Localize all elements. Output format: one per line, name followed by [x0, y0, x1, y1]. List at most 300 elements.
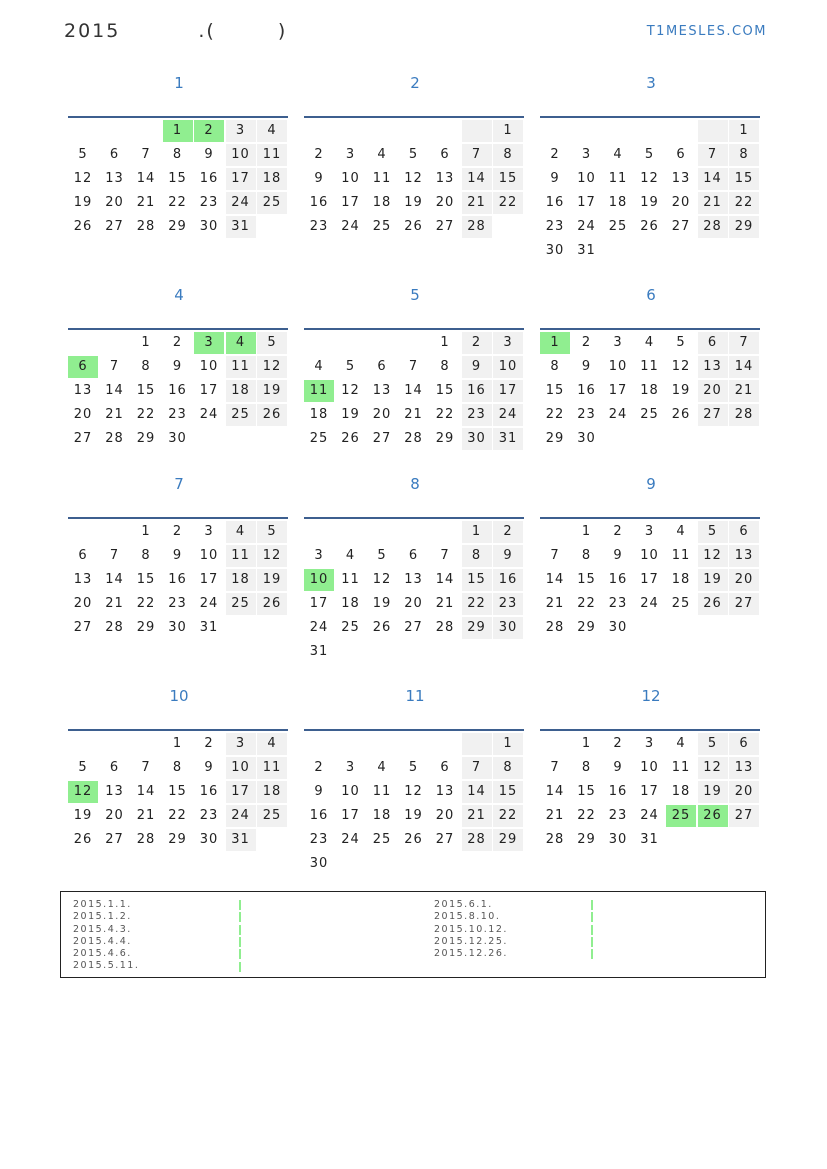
day-cell[interactable]: 15 [435, 383, 455, 398]
day-cell[interactable]: 8 [550, 359, 560, 374]
day-cell[interactable]: 24 [608, 407, 628, 422]
day-cell[interactable]: 23 [608, 808, 628, 823]
day-cell[interactable]: 9 [172, 359, 183, 374]
day-cell[interactable]: 5 [345, 359, 356, 374]
day-cell[interactable]: 14 [729, 356, 759, 378]
day-cell[interactable]: 28 [404, 431, 423, 446]
day-cell[interactable]: 11 [671, 548, 691, 563]
day-cell[interactable]: 8 [462, 545, 492, 567]
day-cell[interactable]: 29 [168, 219, 187, 234]
day-cell[interactable]: 11 [608, 171, 628, 186]
day-cell[interactable]: 23 [168, 407, 187, 422]
day-cell[interactable]: 17 [577, 195, 596, 210]
day-cell[interactable]: 8 [172, 760, 183, 775]
day-cell[interactable]: 5 [408, 147, 419, 162]
day-cell[interactable]: 26 [404, 219, 423, 234]
day-cell[interactable]: 15 [577, 784, 596, 799]
day-cell[interactable]: 1 [440, 335, 450, 350]
day-cell[interactable]: 1 [581, 736, 592, 751]
day-cell[interactable]: 22 [168, 808, 187, 823]
day-cell[interactable]: 22 [136, 407, 156, 422]
day-cell[interactable]: 27 [435, 832, 455, 847]
day-cell[interactable]: 16 [545, 195, 565, 210]
day-cell[interactable]: 22 [493, 805, 523, 827]
day-cell[interactable]: 29 [462, 617, 492, 639]
day-cell[interactable]: 26 [257, 593, 287, 615]
day-cell[interactable]: 9 [314, 171, 324, 186]
day-cell[interactable]: 24 [640, 808, 659, 823]
day-cell[interactable]: 18 [640, 383, 659, 398]
day-cell[interactable]: 16 [168, 383, 187, 398]
day-cell[interactable]: 2 [314, 147, 324, 162]
day-cell[interactable]: 9 [172, 548, 183, 563]
day-cell[interactable]: 30 [199, 219, 219, 234]
day-cell[interactable]: 18 [608, 195, 628, 210]
day-cell[interactable]: 7 [109, 359, 120, 374]
day-cell[interactable]: 6 [109, 760, 120, 775]
day-cell[interactable]: 4 [257, 120, 287, 142]
day-cell[interactable]: 17 [341, 195, 360, 210]
day-cell[interactable]: 12 [257, 545, 287, 567]
day-cell[interactable]: 24 [226, 192, 256, 214]
day-cell[interactable]: 31 [640, 832, 659, 847]
day-cell[interactable]: 19 [640, 195, 659, 210]
day-cell[interactable]: 12 [404, 784, 423, 799]
day-cell[interactable]: 4 [257, 733, 287, 755]
day-cell[interactable]: 10 [341, 171, 360, 186]
day-cell[interactable]: 14 [545, 784, 565, 799]
day-cell[interactable]: 13 [729, 545, 759, 567]
day-cell[interactable]: 23 [545, 219, 565, 234]
day-cell[interactable]: 7 [550, 548, 560, 563]
day-cell[interactable]: 22 [462, 593, 492, 615]
day-cell[interactable]: 7 [462, 757, 492, 779]
day-cell[interactable]: 12 [372, 572, 392, 587]
day-cell[interactable]: 28 [545, 832, 565, 847]
day-cell[interactable]: 26 [698, 593, 728, 615]
day-cell[interactable]: 7 [141, 760, 151, 775]
day-cell[interactable]: 6 [676, 147, 686, 162]
day-cell[interactable]: 8 [581, 760, 592, 775]
day-cell[interactable]: 15 [168, 171, 187, 186]
day-cell[interactable]: 21 [435, 596, 455, 611]
day-cell[interactable]: 21 [462, 805, 492, 827]
day-cell[interactable]: 1 [493, 733, 523, 755]
day-cell[interactable]: 10 [577, 171, 596, 186]
day-cell[interactable]: 25 [226, 593, 256, 615]
day-cell[interactable]: 25 [671, 596, 691, 611]
day-cell[interactable]: 8 [493, 757, 523, 779]
day-cell[interactable]: 14 [136, 784, 156, 799]
day-cell[interactable]: 8 [141, 359, 151, 374]
day-cell[interactable]: 10 [199, 359, 219, 374]
day-cell[interactable]: 12 [671, 359, 691, 374]
day-cell[interactable]: 5 [257, 332, 287, 354]
day-cell[interactable]: 15 [545, 383, 565, 398]
day-cell[interactable]: 19 [404, 195, 423, 210]
day-cell[interactable]: 20 [372, 407, 392, 422]
day-cell[interactable]: 6 [698, 332, 728, 354]
day-cell[interactable]: 8 [141, 548, 151, 563]
day-cell[interactable]: 27 [372, 431, 392, 446]
day-cell[interactable]: 9 [613, 760, 623, 775]
day-cell[interactable]: 17 [341, 808, 360, 823]
day-cell[interactable]: 26 [404, 832, 423, 847]
day-cell[interactable]: 11 [640, 359, 659, 374]
day-cell[interactable]: 4 [377, 147, 387, 162]
day-cell[interactable]: 7 [440, 548, 450, 563]
day-cell[interactable]: 21 [136, 195, 156, 210]
day-cell[interactable]: 5 [698, 733, 728, 755]
day-cell[interactable]: 16 [608, 572, 628, 587]
day-cell[interactable]: 12 [68, 781, 98, 803]
day-cell[interactable]: 26 [698, 805, 728, 827]
day-cell[interactable]: 19 [404, 808, 423, 823]
day-cell[interactable]: 26 [671, 407, 691, 422]
day-cell[interactable]: 16 [608, 784, 628, 799]
day-cell[interactable]: 30 [168, 431, 187, 446]
day-cell[interactable]: 22 [545, 407, 565, 422]
day-cell[interactable]: 30 [577, 431, 596, 446]
day-cell[interactable]: 9 [493, 545, 523, 567]
day-cell[interactable]: 16 [493, 569, 523, 591]
day-cell[interactable]: 20 [729, 569, 759, 591]
day-cell[interactable]: 20 [105, 195, 124, 210]
day-cell[interactable]: 7 [550, 760, 560, 775]
day-cell[interactable]: 27 [729, 805, 759, 827]
day-cell[interactable]: 3 [314, 548, 324, 563]
day-cell[interactable]: 24 [341, 832, 360, 847]
day-cell[interactable]: 21 [105, 596, 124, 611]
day-cell[interactable]: 31 [199, 620, 219, 635]
day-cell[interactable]: 11 [257, 144, 287, 166]
day-cell[interactable]: 22 [435, 407, 455, 422]
day-cell[interactable]: 24 [640, 596, 659, 611]
day-cell[interactable]: 13 [435, 171, 455, 186]
day-cell[interactable]: 6 [377, 359, 387, 374]
day-cell[interactable]: 7 [408, 359, 419, 374]
day-cell[interactable]: 2 [172, 335, 183, 350]
day-cell[interactable]: 28 [435, 620, 455, 635]
day-cell[interactable]: 24 [577, 219, 596, 234]
day-cell[interactable]: 28 [545, 620, 565, 635]
day-cell[interactable]: 21 [136, 808, 156, 823]
day-cell[interactable]: 25 [226, 404, 256, 426]
day-cell[interactable]: 27 [671, 219, 691, 234]
day-cell[interactable]: 11 [226, 356, 256, 378]
day-cell[interactable]: 29 [136, 431, 156, 446]
day-cell[interactable]: 20 [73, 596, 93, 611]
day-cell[interactable]: 12 [698, 545, 728, 567]
day-cell[interactable]: 20 [105, 808, 124, 823]
day-cell[interactable]: 9 [462, 356, 492, 378]
day-cell[interactable]: 23 [577, 407, 596, 422]
day-cell[interactable]: 4 [226, 332, 256, 354]
day-cell[interactable]: 18 [372, 195, 392, 210]
day-cell[interactable]: 18 [257, 781, 287, 803]
day-cell[interactable]: 6 [440, 760, 450, 775]
day-cell[interactable]: 1 [729, 120, 759, 142]
day-cell[interactable]: 7 [729, 332, 759, 354]
day-cell[interactable]: 2 [613, 524, 623, 539]
day-cell[interactable]: 27 [698, 404, 728, 426]
day-cell[interactable]: 15 [136, 383, 156, 398]
day-cell[interactable]: 27 [105, 219, 124, 234]
day-cell[interactable]: 17 [199, 383, 219, 398]
day-cell[interactable]: 5 [78, 760, 88, 775]
day-cell[interactable]: 16 [462, 380, 492, 402]
day-cell[interactable]: 13 [729, 757, 759, 779]
day-cell[interactable]: 4 [345, 548, 356, 563]
day-cell[interactable]: 8 [440, 359, 450, 374]
day-cell[interactable]: 5 [676, 335, 686, 350]
day-cell[interactable]: 26 [73, 832, 93, 847]
day-cell[interactable]: 2 [314, 760, 324, 775]
day-cell[interactable]: 9 [204, 147, 214, 162]
day-cell[interactable]: 25 [257, 192, 287, 214]
day-cell[interactable]: 24 [199, 407, 219, 422]
day-cell[interactable]: 21 [698, 192, 728, 214]
day-cell[interactable]: 10 [640, 548, 659, 563]
day-cell[interactable]: 12 [341, 383, 360, 398]
day-cell[interactable]: 18 [671, 572, 691, 587]
day-cell[interactable]: 19 [73, 808, 93, 823]
day-cell[interactable]: 29 [136, 620, 156, 635]
day-cell[interactable]: 25 [640, 407, 659, 422]
day-cell[interactable]: 29 [545, 431, 565, 446]
day-cell[interactable]: 31 [577, 243, 596, 258]
day-cell[interactable]: 24 [493, 404, 523, 426]
day-cell[interactable]: 25 [372, 219, 392, 234]
day-cell[interactable]: 2 [493, 521, 523, 543]
day-cell[interactable]: 20 [435, 808, 455, 823]
day-cell[interactable]: 6 [109, 147, 120, 162]
day-cell[interactable]: 22 [493, 192, 523, 214]
day-cell[interactable]: 1 [493, 120, 523, 142]
day-cell[interactable]: 25 [666, 805, 696, 827]
day-cell[interactable]: 5 [644, 147, 655, 162]
day-cell[interactable]: 3 [194, 332, 224, 354]
day-cell[interactable]: 5 [408, 760, 419, 775]
day-cell[interactable]: 25 [309, 431, 329, 446]
day-cell[interactable]: 27 [105, 832, 124, 847]
day-cell[interactable]: 6 [78, 548, 88, 563]
day-cell[interactable]: 20 [73, 407, 93, 422]
day-cell[interactable]: 6 [68, 356, 98, 378]
day-cell[interactable]: 19 [698, 781, 728, 803]
day-cell[interactable]: 15 [136, 572, 156, 587]
day-cell[interactable]: 19 [257, 569, 287, 591]
day-cell[interactable]: 17 [608, 383, 628, 398]
day-cell[interactable]: 3 [493, 332, 523, 354]
day-cell[interactable]: 18 [671, 784, 691, 799]
day-cell[interactable]: 1 [172, 736, 183, 751]
day-cell[interactable]: 20 [671, 195, 691, 210]
day-cell[interactable]: 23 [309, 219, 329, 234]
day-cell[interactable]: 13 [435, 784, 455, 799]
day-cell[interactable]: 29 [168, 832, 187, 847]
day-cell[interactable]: 26 [73, 219, 93, 234]
day-cell[interactable]: 16 [577, 383, 596, 398]
day-cell[interactable]: 26 [341, 431, 360, 446]
day-cell[interactable]: 4 [226, 521, 256, 543]
day-cell[interactable]: 23 [168, 596, 187, 611]
day-cell[interactable]: 10 [199, 548, 219, 563]
day-cell[interactable]: 2 [172, 524, 183, 539]
day-cell[interactable]: 24 [199, 596, 219, 611]
day-cell[interactable]: 20 [729, 781, 759, 803]
day-cell[interactable]: 30 [608, 832, 628, 847]
day-cell[interactable]: 12 [404, 171, 423, 186]
day-cell[interactable]: 15 [729, 168, 759, 190]
day-cell[interactable]: 15 [493, 168, 523, 190]
day-cell[interactable]: 12 [257, 356, 287, 378]
day-cell[interactable]: 27 [404, 620, 423, 635]
day-cell[interactable]: 9 [550, 171, 560, 186]
day-cell[interactable]: 21 [729, 380, 759, 402]
day-cell[interactable]: 2 [581, 335, 592, 350]
day-cell[interactable]: 23 [199, 195, 219, 210]
day-cell[interactable]: 22 [577, 596, 596, 611]
day-cell[interactable]: 30 [545, 243, 565, 258]
day-cell[interactable]: 24 [226, 805, 256, 827]
day-cell[interactable]: 11 [304, 380, 334, 402]
day-cell[interactable]: 29 [729, 216, 759, 238]
day-cell[interactable]: 21 [545, 596, 565, 611]
day-cell[interactable]: 10 [226, 757, 256, 779]
day-cell[interactable]: 27 [73, 431, 93, 446]
day-cell[interactable]: 20 [404, 596, 423, 611]
day-cell[interactable]: 2 [462, 332, 492, 354]
day-cell[interactable]: 11 [372, 784, 392, 799]
day-cell[interactable]: 25 [372, 832, 392, 847]
day-cell[interactable]: 19 [341, 407, 360, 422]
day-cell[interactable]: 22 [136, 596, 156, 611]
day-cell[interactable]: 18 [226, 380, 256, 402]
day-cell[interactable]: 9 [613, 548, 623, 563]
day-cell[interactable]: 6 [440, 147, 450, 162]
day-cell[interactable]: 1 [163, 120, 193, 142]
day-cell[interactable]: 14 [462, 781, 492, 803]
day-cell[interactable]: 31 [309, 644, 329, 659]
day-cell[interactable]: 29 [577, 832, 596, 847]
day-cell[interactable]: 26 [372, 620, 392, 635]
day-cell[interactable]: 15 [462, 569, 492, 591]
day-cell[interactable]: 10 [493, 356, 523, 378]
day-cell[interactable]: 3 [226, 120, 256, 142]
day-cell[interactable]: 13 [372, 383, 392, 398]
day-cell[interactable]: 4 [676, 524, 686, 539]
day-cell[interactable]: 3 [644, 524, 655, 539]
day-cell[interactable]: 4 [314, 359, 324, 374]
day-cell[interactable]: 7 [462, 144, 492, 166]
day-cell[interactable]: 17 [493, 380, 523, 402]
day-cell[interactable]: 30 [199, 832, 219, 847]
day-cell[interactable]: 14 [105, 383, 124, 398]
day-cell[interactable]: 13 [73, 383, 93, 398]
day-cell[interactable]: 24 [341, 219, 360, 234]
day-cell[interactable]: 30 [168, 620, 187, 635]
day-cell[interactable]: 11 [341, 572, 360, 587]
day-cell[interactable]: 19 [671, 383, 691, 398]
day-cell[interactable]: 13 [105, 171, 124, 186]
day-cell[interactable]: 14 [136, 171, 156, 186]
day-cell[interactable]: 24 [309, 620, 329, 635]
day-cell[interactable]: 30 [462, 428, 492, 450]
day-cell[interactable]: 28 [698, 216, 728, 238]
day-cell[interactable]: 9 [204, 760, 214, 775]
day-cell[interactable]: 6 [408, 548, 419, 563]
day-cell[interactable]: 20 [698, 380, 728, 402]
day-cell[interactable]: 17 [309, 596, 329, 611]
day-cell[interactable]: 17 [640, 572, 659, 587]
day-cell[interactable]: 13 [105, 784, 124, 799]
day-cell[interactable]: 5 [78, 147, 88, 162]
day-cell[interactable]: 29 [435, 431, 455, 446]
day-cell[interactable]: 1 [141, 335, 151, 350]
day-cell[interactable]: 23 [462, 404, 492, 426]
day-cell[interactable]: 17 [199, 572, 219, 587]
day-cell[interactable]: 18 [372, 808, 392, 823]
day-cell[interactable]: 18 [341, 596, 360, 611]
day-cell[interactable]: 16 [309, 808, 329, 823]
day-cell[interactable]: 4 [613, 147, 623, 162]
day-cell[interactable]: 11 [257, 757, 287, 779]
day-cell[interactable]: 20 [435, 195, 455, 210]
day-cell[interactable]: 23 [608, 596, 628, 611]
day-cell[interactable]: 14 [404, 383, 423, 398]
day-cell[interactable]: 18 [257, 168, 287, 190]
day-cell[interactable]: 17 [640, 784, 659, 799]
day-cell[interactable]: 19 [73, 195, 93, 210]
brand-logo[interactable]: T1MESLES.COM [646, 24, 767, 39]
day-cell[interactable]: 16 [168, 572, 187, 587]
day-cell[interactable]: 12 [73, 171, 93, 186]
day-cell[interactable]: 14 [545, 572, 565, 587]
day-cell[interactable]: 12 [698, 757, 728, 779]
day-cell[interactable]: 28 [105, 431, 124, 446]
day-cell[interactable]: 17 [226, 781, 256, 803]
day-cell[interactable]: 31 [226, 829, 256, 851]
day-cell[interactable]: 11 [372, 171, 392, 186]
day-cell[interactable]: 23 [199, 808, 219, 823]
day-cell[interactable]: 17 [226, 168, 256, 190]
day-cell[interactable]: 1 [581, 524, 592, 539]
day-cell[interactable]: 3 [613, 335, 623, 350]
day-cell[interactable]: 3 [644, 736, 655, 751]
day-cell[interactable]: 16 [199, 784, 219, 799]
day-cell[interactable]: 31 [226, 216, 256, 238]
day-cell[interactable]: 26 [257, 404, 287, 426]
day-cell[interactable]: 22 [729, 192, 759, 214]
day-cell[interactable]: 30 [309, 856, 329, 871]
day-cell[interactable]: 28 [462, 829, 492, 851]
day-cell[interactable]: 14 [105, 572, 124, 587]
day-cell[interactable]: 7 [109, 548, 120, 563]
day-cell[interactable]: 1 [462, 521, 492, 543]
day-cell[interactable]: 4 [644, 335, 655, 350]
day-cell[interactable]: 6 [729, 733, 759, 755]
day-cell[interactable]: 31 [493, 428, 523, 450]
day-cell[interactable]: 1 [540, 332, 570, 354]
day-cell[interactable]: 2 [194, 120, 224, 142]
day-cell[interactable]: 11 [226, 545, 256, 567]
day-cell[interactable]: 27 [73, 620, 93, 635]
day-cell[interactable]: 13 [73, 572, 93, 587]
day-cell[interactable]: 14 [462, 168, 492, 190]
day-cell[interactable]: 10 [226, 144, 256, 166]
day-cell[interactable]: 18 [309, 407, 329, 422]
